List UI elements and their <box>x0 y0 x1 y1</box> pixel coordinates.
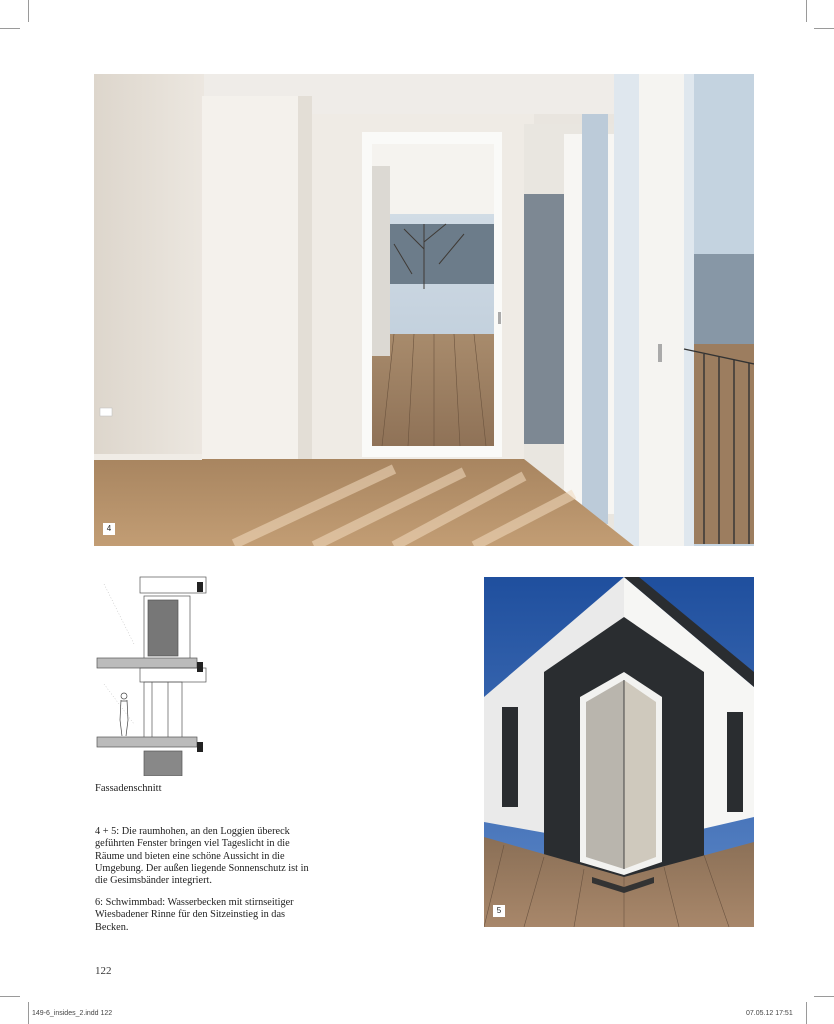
slug-file: 149-6_insides_2.indd 122 <box>32 1010 113 1017</box>
section-caption: Fassadenschnitt <box>95 783 162 794</box>
crop-mark <box>806 1002 807 1024</box>
caption-paragraph <box>95 826 310 887</box>
corner-illustration <box>484 577 754 927</box>
photo-building-corner <box>484 577 754 927</box>
facade-section-drawing <box>94 574 210 776</box>
crop-mark <box>28 0 29 22</box>
interior-illustration <box>94 74 754 546</box>
crop-mark <box>814 996 834 997</box>
figure-number: 5 <box>493 905 505 917</box>
person-figure <box>120 693 128 736</box>
page-number: 122 <box>95 965 112 977</box>
caption-paragraph <box>95 897 310 934</box>
caption-text: Schwimmbad: Wasserbecken mit stirnseitiger Wiesbadener Rinne für den Sitzeinstieg in das Becken. <box>95 897 294 933</box>
slug-timestamp: 07.05.12 17:51 <box>746 1010 793 1017</box>
caption-label: 4 + 5: <box>95 826 122 837</box>
caption-text: Die raumhohen, an den Loggien übereck geführten Fenster bringen viel Tageslicht in die Räume und bieten eine schöne Aussicht in die Umgebung. Der außen liegende Sonnenschutz ist in die Gesimsbänder integriert. <box>95 826 309 887</box>
figure-number: 4 <box>103 523 115 535</box>
crop-mark <box>0 28 20 29</box>
caption-label: 6: <box>95 897 106 908</box>
crop-mark <box>28 1002 29 1024</box>
crop-mark <box>814 28 834 29</box>
crop-mark <box>806 0 807 22</box>
photo-interior-loggia <box>94 74 754 546</box>
crop-mark <box>0 996 20 997</box>
